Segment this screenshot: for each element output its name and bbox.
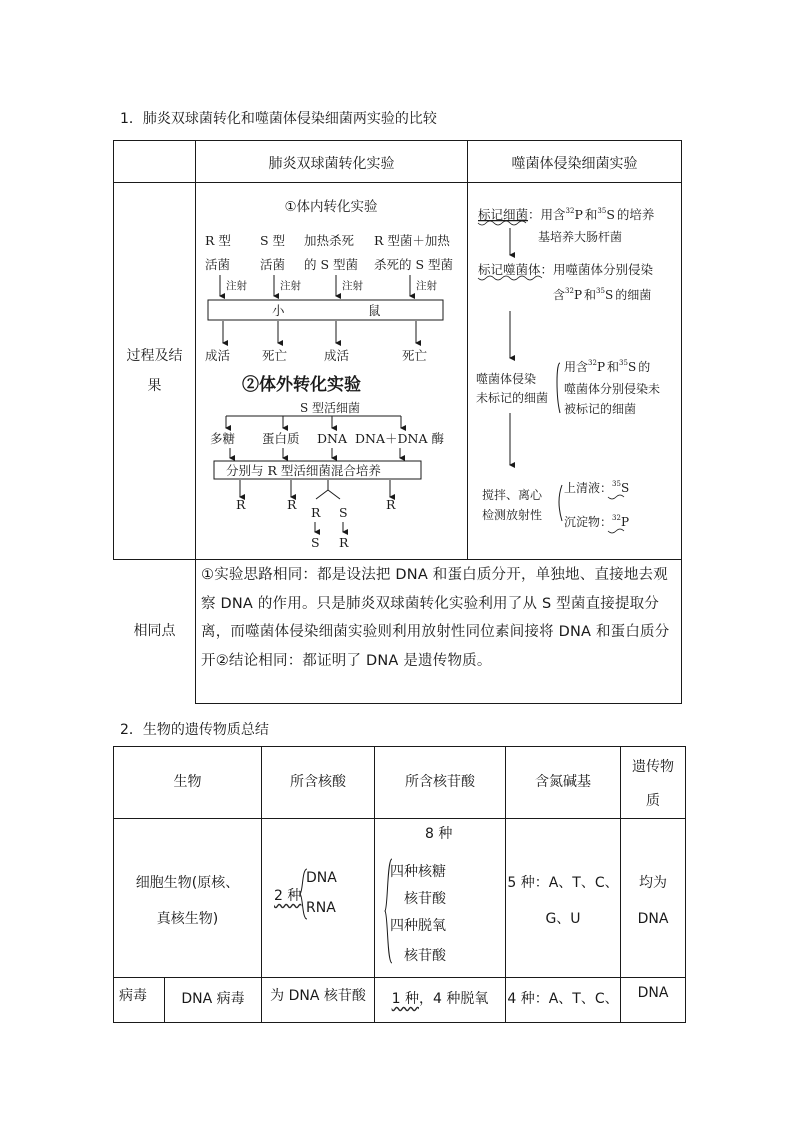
nucleic-item-dna: DNA <box>306 870 337 886</box>
result-1: 成活 <box>205 348 231 363</box>
header-nucleotide: 所含核苷酸 <box>405 774 475 790</box>
avery-result-6: S <box>311 535 320 550</box>
result-4: 死亡 <box>402 348 428 363</box>
detect-1: 搅拌、离心 <box>482 488 543 502</box>
header-genetic-material: 遗传物 质 <box>632 759 674 809</box>
mouse-box <box>208 300 443 320</box>
section2-heading: 2．生物的遗传物质总结 <box>120 722 269 738</box>
phage-diagram <box>468 183 681 559</box>
avery-title: ②体外转化实验 <box>242 375 361 395</box>
group-2-line2: 活菌 <box>260 257 286 272</box>
svg-text:上清液：35S: 上清液：$^{35}$S <box>564 480 630 495</box>
avery-result-7: R <box>339 535 349 550</box>
group-4-line1: R 型菌＋加热 <box>374 233 450 248</box>
inject-label-2: 注射 <box>280 280 301 292</box>
col-header-phage: 噬菌体侵染细菌实验 <box>511 156 638 172</box>
svg-text:小: 小 <box>272 303 285 318</box>
section1-heading: 1．肺炎双球菌转化和噬菌体侵染细菌两实验的比较 <box>120 111 437 127</box>
component-2: 蛋白质 <box>262 431 300 446</box>
infect-left-2: 未标记的细菌 <box>476 391 549 405</box>
avery-result-5: R <box>386 497 396 512</box>
group-3-line1: 加热杀死 <box>304 233 355 248</box>
group-1-line1: R 型 <box>205 233 231 248</box>
result-3: 成活 <box>324 348 350 363</box>
dna-virus: DNA 病毒 <box>181 991 245 1007</box>
label-mark-bacteria: 标记细菌 <box>478 207 529 222</box>
inject-label-4: 注射 <box>416 280 437 292</box>
component-4: DNA＋DNA 酶 <box>355 431 444 446</box>
col-header-pneumococcus: 肺炎双球菌转化实验 <box>268 156 395 172</box>
nucleic-count: 2 种 <box>274 888 302 904</box>
group-3-line2: 的 S 型菌 <box>304 257 359 272</box>
group-1-line2: 活菌 <box>205 257 231 272</box>
virus-material: DNA <box>637 985 669 1001</box>
virus-nucleotide: 1 种，4 种脱氧 <box>391 991 489 1007</box>
component-1: 多糖 <box>210 431 236 446</box>
svg-text:沉淀物：32P: 沉淀物：$^{32}$P <box>564 514 630 529</box>
nucleotide-item-2: 核苷酸 <box>404 891 446 907</box>
svg-text:标记噬菌体：用噬菌体分别侵染: 标记噬菌体：用噬菌体分别侵染 <box>478 262 654 277</box>
infect-left-1: 噬菌体侵染 <box>476 372 537 386</box>
label-mark-phage: 标记噬菌体 <box>478 262 541 277</box>
nucleotide-item-1: 四种核糖 <box>390 864 446 880</box>
avery-result-2: R <box>287 497 297 512</box>
row-label-similarity: 相同点 <box>133 623 176 639</box>
inject-label-1: 注射 <box>226 280 247 292</box>
similarity-text: ①实验思路相同：都是设法把 DNA 和蛋白质分开，单独地、直接地去观察 DNA 的作用。只是肺炎双球菌转化实验利用了从 S 型菌直接提取分离，而噬菌体侵染细菌实验则利用放射性同位素间接将 DNA 和蛋白质分开②结论相同：都证明了 DNA 是遗传物质。 <box>201 567 670 669</box>
avery-result-3: R <box>311 505 321 520</box>
avery-result-1: R <box>236 497 246 512</box>
svg-text:分别与 R 型活细菌混合培养: 分别与 R 型活细菌混合培养 <box>226 463 381 478</box>
header-organism: 生物 <box>173 774 202 790</box>
svg-text:鼠: 鼠 <box>368 303 381 318</box>
bases-cellular: 5 种：A、T、C、 G、U <box>507 875 619 927</box>
griffith-title: ①体内转化实验 <box>284 199 378 215</box>
svg-text:含32P和35S的细菌: 含$^{32}$P 和$^{35}$S 的细菌 <box>553 287 652 302</box>
nucleotide-item-4: 核苷酸 <box>404 948 446 964</box>
row-cellular-organism: 细胞生物(原核、 真核生物) <box>135 875 240 927</box>
infect-right-2: 噬菌体分别侵染未 <box>564 382 661 396</box>
griffith-diagram <box>196 183 467 373</box>
group-2-line1: S 型 <box>260 233 286 248</box>
nucleotide-item-3: 四种脱氧 <box>390 918 446 934</box>
inject-label-3: 注射 <box>342 280 363 292</box>
header-bases: 含氮碱基 <box>535 774 591 790</box>
infect-right-3: 被标记的细菌 <box>564 402 637 416</box>
row-label-process: 过程及结 果 <box>126 348 183 394</box>
virus-bases: 4 种：A、T、C、 <box>507 991 619 1007</box>
component-3: DNA <box>317 431 347 446</box>
group-4-line2: 杀死的 S 型菌 <box>374 257 454 272</box>
svg-text:标记细菌：用含32P和35S的培养: 标记细菌：用含$^{32}$P 和$^{35}$S 的培养 <box>478 207 655 222</box>
avery-source: S 型活细菌 <box>300 401 361 415</box>
detect-2: 检测放射性 <box>482 508 543 522</box>
material-cellular: 均为 DNA <box>637 875 669 927</box>
nucleic-item-rna: RNA <box>306 900 336 916</box>
avery-result-4: S <box>339 505 348 520</box>
svg-text:基培养大肠杆菌: 基培养大肠杆菌 <box>538 230 623 244</box>
nucleotide-count: 8 种 <box>425 826 453 842</box>
avery-diagram <box>196 372 467 558</box>
virus-group-label: 病毒 <box>119 988 147 1004</box>
header-nucleic-acid: 所含核酸 <box>290 774 346 790</box>
result-2: 死亡 <box>262 348 288 363</box>
svg-text:用含32P和35S的: 用含$^{32}$P 和$^{35}$S 的 <box>564 359 651 374</box>
virus-nucleic: 为 DNA 核苷酸 <box>270 988 366 1004</box>
